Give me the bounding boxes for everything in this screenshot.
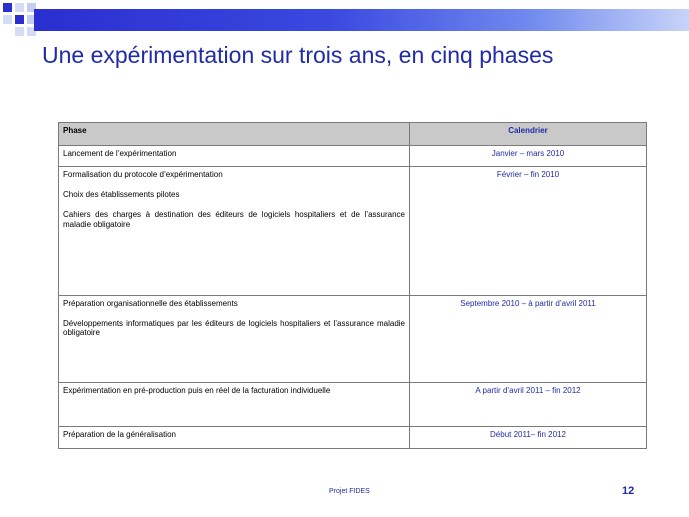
slide-title: Une expérimentation sur trois ans, en cinq phases bbox=[42, 42, 554, 68]
phase-text: Préparation organisationnelle des établissements bbox=[63, 299, 238, 308]
calendar-cell: A partir d’avril 2011 – fin 2012 bbox=[410, 383, 647, 427]
header-phase: Phase bbox=[59, 123, 410, 146]
phases-table bbox=[58, 122, 647, 449]
table-row bbox=[59, 383, 647, 427]
footer-project-label: Projet FIDES bbox=[329, 488, 370, 495]
phase-text: Préparation de la généralisation bbox=[63, 430, 176, 439]
header-decoration bbox=[0, 0, 689, 40]
decor-square bbox=[15, 27, 24, 36]
table-row bbox=[59, 296, 647, 383]
header-calendar: Calendrier bbox=[410, 123, 647, 146]
phase-text: Cahiers des charges à destination des éditeurs de logiciels hospitaliers et de l’assurance maladie obligatoire bbox=[63, 210, 405, 229]
calendar-cell: Février – fin 2010 bbox=[410, 167, 647, 296]
calendar-cell: Septembre 2010 – à partir d’avril 2011 bbox=[410, 296, 647, 383]
phase-cell bbox=[59, 146, 410, 167]
phase-cell bbox=[59, 427, 410, 449]
phase-text: Choix des établissements pilotes bbox=[63, 190, 180, 200]
phase-text: Formalisation du protocole d’expérimentation bbox=[63, 170, 223, 179]
table-header-row bbox=[59, 123, 647, 146]
decor-square bbox=[3, 3, 12, 12]
table-row bbox=[59, 427, 647, 449]
phase-cell bbox=[59, 383, 410, 427]
phase-text: Expérimentation en pré-production puis en réel de la facturation individuelle bbox=[63, 386, 331, 395]
header-gradient-bar bbox=[34, 9, 689, 31]
decor-square bbox=[15, 15, 24, 24]
table-row bbox=[59, 167, 647, 296]
table-row bbox=[59, 146, 647, 167]
phase-cell bbox=[59, 296, 410, 383]
decor-square bbox=[3, 15, 12, 24]
calendar-cell: Début 2011– fin 2012 bbox=[410, 427, 647, 449]
phase-text: Développements informatiques par les éditeurs de logiciels hospitaliers et l’assurance maladie obligatoire bbox=[63, 319, 405, 338]
phase-text: Lancement de l’expérimentation bbox=[63, 149, 177, 158]
phase-cell bbox=[59, 167, 410, 296]
decor-square bbox=[15, 3, 24, 12]
calendar-cell: Janvier – mars 2010 bbox=[410, 146, 647, 167]
page-number: 12 bbox=[622, 485, 635, 497]
